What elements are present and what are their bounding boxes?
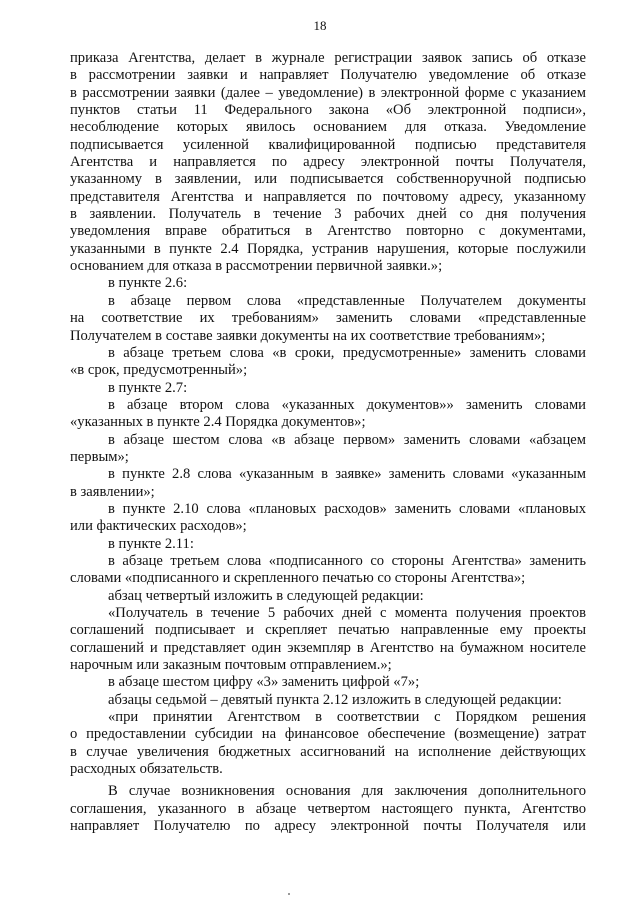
text-line: «указанных в пункте 2.4 Порядка документов»; bbox=[70, 414, 366, 431]
text-line: нарочным или заказным почтовым отправлением.»; bbox=[70, 657, 392, 674]
text-line: в заявлении. Получатель в течение 3 рабочих дней со дня получения bbox=[70, 206, 586, 223]
text-line: в заявлении»; bbox=[70, 483, 155, 500]
text-line: первым»; bbox=[70, 448, 129, 465]
document-body bbox=[70, 50, 586, 835]
text-line: в абзаце шестом цифру «3» заменить цифрой «7»; bbox=[108, 674, 420, 691]
text-line: в пункте 2.10 слова «плановых расходов» заменить словами «плановых bbox=[108, 500, 586, 517]
text-line: в абзаце первом слова «представленные Получателем документы bbox=[108, 292, 586, 309]
text-line: соглашения, указанного в абзаце четвертом настоящего пункта, Агентство bbox=[70, 800, 586, 817]
text-line: основанием для отказа в рассмотрении первичной заявки.»; bbox=[70, 258, 443, 275]
text-line: представителя Агентства и направляется по почтовому адресу, указанному bbox=[70, 188, 586, 205]
text-line: в рассмотрении заявки и направляет Получателю уведомление об отказе bbox=[70, 67, 586, 84]
text-line: или фактических расходов»; bbox=[70, 518, 247, 535]
text-line: подписывается усиленной квалифицированной подписью представителя bbox=[70, 136, 586, 153]
text-line: уведомления вправе обратиться в Агентство повторно с документами, bbox=[70, 223, 586, 240]
text-line: абзацы седьмой – девятый пункта 2.12 изложить в следующей редакции: bbox=[108, 691, 562, 708]
page-number: 18 bbox=[313, 18, 327, 33]
text-line: в абзаце третьем слова «подписанного со стороны Агентства» заменить bbox=[108, 552, 586, 569]
scan-artifact bbox=[288, 893, 290, 895]
text-line: на соответствие их требованиям» заменить словами «представленные bbox=[70, 310, 586, 327]
text-line: в пункте 2.6: bbox=[108, 275, 188, 292]
text-line: в пункте 2.11: bbox=[108, 535, 194, 552]
text-line: в абзаце третьем слова «в сроки, предусмотренные» заменить словами bbox=[108, 344, 586, 361]
text-line: «при принятии Агентством в соответствии с Порядком решения bbox=[108, 709, 586, 726]
text-line: «в срок, предусмотренный»; bbox=[70, 362, 248, 379]
text-line: в рассмотрении заявки (далее – уведомление) в электронной форме с указанием bbox=[70, 84, 586, 101]
text-line: в пункте 2.7: bbox=[108, 379, 188, 396]
text-line: в пункте 2.8 слова «указанным в заявке» заменить словами «указанным bbox=[108, 466, 586, 483]
text-line: указанному в заявлении, или подписывается собственноручной подписью bbox=[70, 171, 586, 188]
text-line: направляет Получателю по адресу электронной почты Получателя или bbox=[70, 818, 586, 835]
text-line: в случае увеличения бюджетных ассигнований на исполнение действующих bbox=[70, 743, 586, 760]
text-line: несоблюдение которых явилось основанием для отказа. Уведомление bbox=[70, 119, 586, 136]
text-line: в абзаце шестом слова «в абзаце первом» заменить словами «абзацем bbox=[108, 431, 586, 448]
text-line: абзац четвертый изложить в следующей редакции: bbox=[108, 587, 424, 604]
text-line: пунктов статьи 11 Федерального закона «Об электронной подписи», bbox=[70, 102, 586, 119]
text-line: расходных обязательств. bbox=[70, 761, 223, 778]
text-line: словами «подписанного и скрепленного печатью со стороны Агентства»; bbox=[70, 570, 526, 587]
text-line: Агентства и направляется по адресу электронной почты Получателя, bbox=[70, 154, 586, 171]
text-line: соглашений подписывает и скрепляет печатью направленные ему проекты bbox=[70, 622, 586, 639]
text-line: приказа Агентства, делает в журнале регистрации заявок запись об отказе bbox=[70, 50, 586, 66]
text-line: соглашений и представляет один экземпляр в Агентство на бумажном носителе bbox=[70, 639, 586, 656]
text-line: указанными в пункте 2.4 Порядка, устранив нарушения, которые послужили bbox=[70, 240, 586, 257]
text-line: в абзаце втором слова «указанных документов»» заменить словами bbox=[108, 396, 586, 413]
text-line: «Получатель в течение 5 рабочих дней с момента получения проектов bbox=[108, 605, 586, 621]
text-line: В случае возникновения основания для заключения дополнительного bbox=[108, 783, 586, 800]
text-line: о предоставлении субсидии на финансовое обеспечение (возмещение) затрат bbox=[70, 726, 586, 743]
text-line: Получателем в составе заявки документы на их соответствие требованиям»; bbox=[70, 327, 546, 344]
